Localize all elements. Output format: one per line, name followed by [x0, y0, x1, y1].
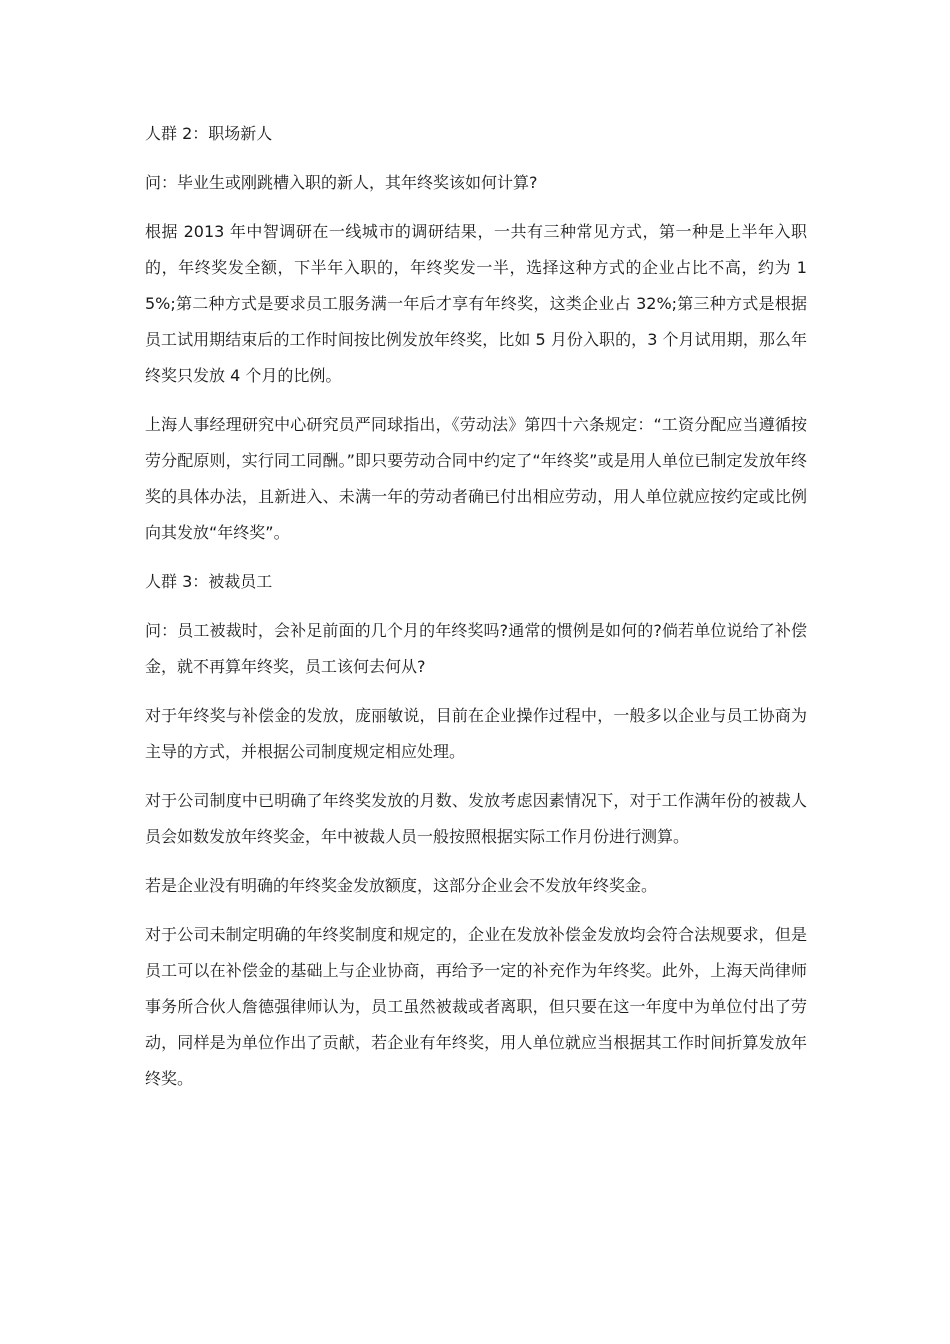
question-paragraph: 问：毕业生或刚跳槽入职的新人，其年终奖该如何计算? [145, 173, 538, 192]
section-heading-group-2: 人群 2：职场新人 [145, 124, 273, 143]
section-heading-group-3: 人群 3：被裁员工 [145, 572, 273, 591]
body-paragraph: 对于年终奖与补偿金的发放，庞丽敏说，目前在企业操作过程中，一般多以企业与员工协商为主导的方式，并根据公司制度规定相应处理。 [145, 706, 807, 761]
question-paragraph: 问：员工被裁时，会补足前面的几个月的年终奖吗?通常的惯例是如何的?倘若单位说给了补偿金，就不再算年终奖，员工该何去何从? [145, 621, 807, 676]
body-paragraph: 对于公司制度中已明确了年终奖发放的月数、发放考虑因素情况下，对于工作满年份的被裁人员会如数发放年终奖金，年中被裁人员一般按照根据实际工作月份进行测算。 [145, 791, 807, 846]
body-paragraph: 根据 2013 年中智调研在一线城市的调研结果，一共有三种常见方式，第一种是上半年入职的，年终奖发全额，下半年入职的，年终奖发一半，选择这种方式的企业占比不高，约为 15%;第二种方式是要求员工服务满一年后才享有年终奖，这类企业占 32%;第三种方式是根据员工试用期结束后的工作时间按比例发放年终奖，比如 5 月份入职的，3 个月试用期，那么年终奖只发放 4 个月的比例。 [145, 222, 807, 385]
body-paragraph: 上海人事经理研究中心研究员严同球指出，《劳动法》第四十六条规定：“工资分配应当遵循按劳分配原则，实行同工同酬。”即只要劳动合同中约定了“年终奖”或是用人单位已制定发放年终奖的具体办法，且新进入、未满一年的劳动者确已付出相应劳动，用人单位就应按约定或比例向其发放“年终奖”。 [145, 415, 807, 542]
body-paragraph: 若是企业没有明确的年终奖金发放额度，这部分企业会不发放年终奖金。 [145, 876, 658, 895]
body-paragraph: 对于公司未制定明确的年终奖制度和规定的，企业在发放补偿金发放均会符合法规要求，但是员工可以在补偿金的基础上与企业协商，再给予一定的补充作为年终奖。此外，上海天尚律师事务所合伙人詹德强律师认为，员工虽然被裁或者离职，但只要在这一年度中为单位付出了劳动，同样是为单位作出了贡献，若企业有年终奖，用人单位就应当根据其工作时间折算发放年终奖。 [145, 925, 807, 1088]
document-body [145, 116, 807, 1110]
